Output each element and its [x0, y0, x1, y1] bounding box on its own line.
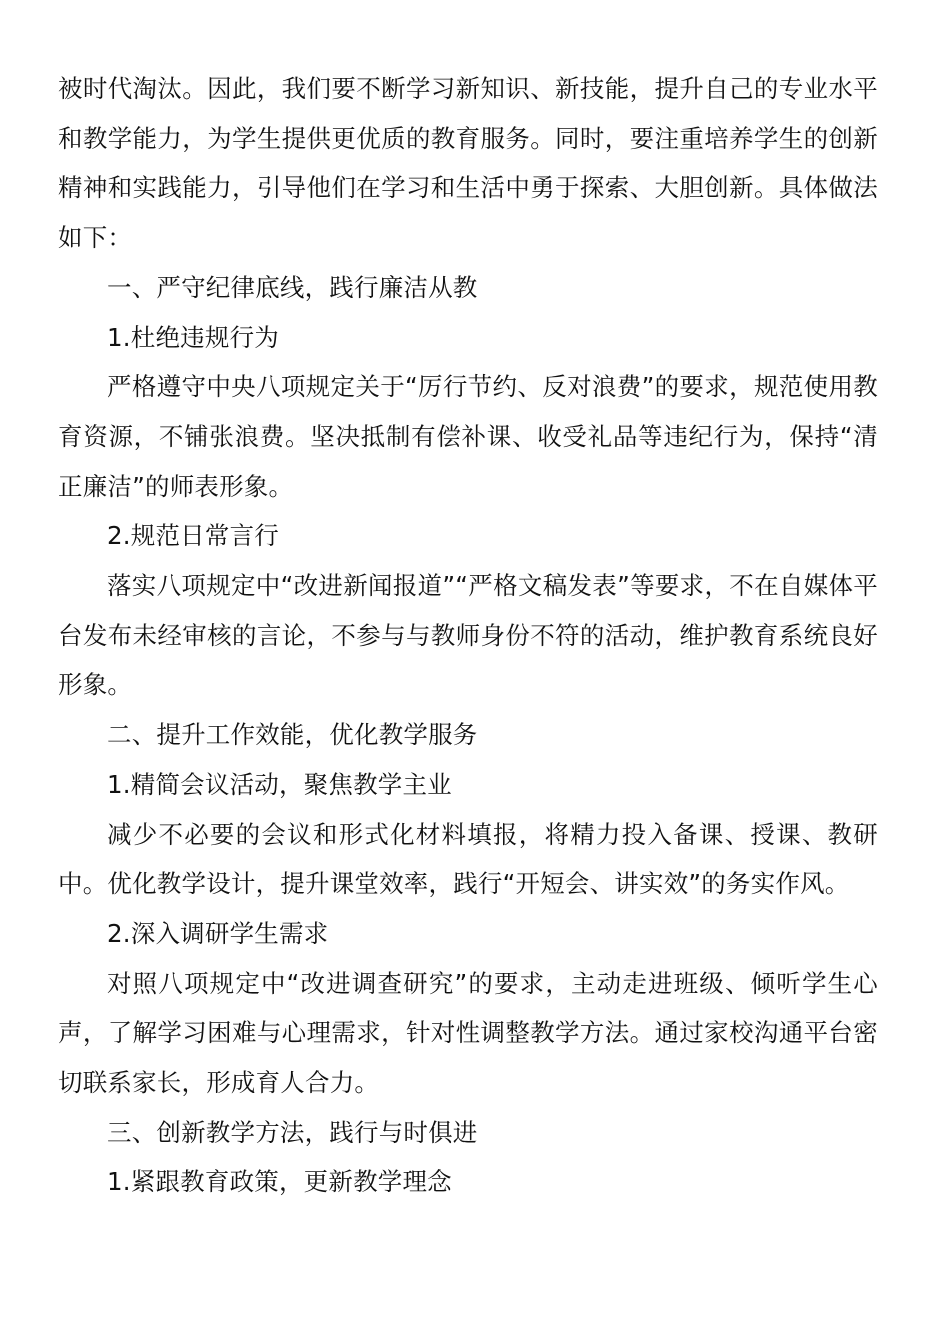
- subheading-1-2: 2.规范日常言行: [107, 521, 279, 551]
- section-heading-1: 一、严守纪律底线，践行廉洁从教: [107, 272, 478, 302]
- section-heading-2: 二、提升工作效能，优化教学服务: [107, 720, 478, 750]
- paragraph-1-2: 落实八项规定中“改进新闻报道”“严格文稿发表”等要求，不在自媒体平台发布未经审核的言论，不参与与教师身份不符的活动，维护教育系统良好形象。: [58, 571, 878, 700]
- subheading-3-1: 1.紧跟教育政策，更新教学理念: [107, 1167, 452, 1197]
- subheading-1-1: 1.杜绝违规行为: [107, 322, 279, 352]
- paragraph-intro: 被时代淘汰。因此，我们要不断学习新知识、新技能，提升自己的专业水平和教学能力，为学生提供更优质的教育服务。同时，要注重培养学生的创新精神和实践能力，引导他们在学习和生活中勇于探索、大胆创新。具体做法如下：: [58, 74, 878, 253]
- subheading-2-1: 1.精简会议活动，聚焦教学主业: [107, 769, 452, 799]
- paragraph-1-1: 严格遵守中央八项规定关于“厉行节约、反对浪费”的要求，规范使用教育资源，不铺张浪费。坚决抵制有偿补课、收受礼品等违纪行为，保持“清正廉洁”的师表形象。: [58, 372, 878, 501]
- section-heading-3: 三、创新教学方法，践行与时俱进: [107, 1117, 478, 1147]
- paragraph-2-2: 对照八项规定中“改进调查研究”的要求，主动走进班级、倾听学生心声，了解学习困难与心理需求，针对性调整教学方法。通过家校沟通平台密切联系家长，形成育人合力。: [58, 968, 878, 1098]
- paragraph-2-1: 减少不必要的会议和形式化材料填报，将精力投入备课、授课、教研中。优化教学设计，提升课堂效率，践行“开短会、讲实效”的务实作风。: [58, 819, 878, 899]
- subheading-2-2: 2.深入调研学生需求: [107, 918, 329, 948]
- document-body: [58, 64, 878, 1207]
